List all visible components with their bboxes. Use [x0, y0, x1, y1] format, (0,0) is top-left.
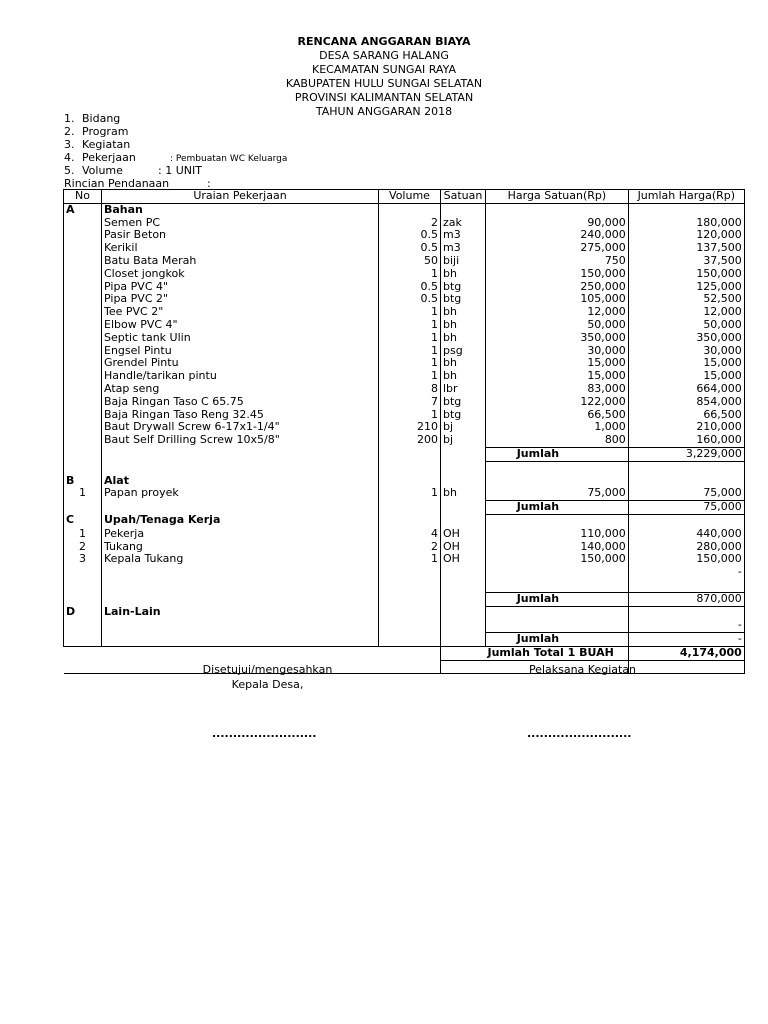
item-uraian: Tee PVC 2"	[102, 306, 379, 319]
subtotal-row	[64, 501, 745, 515]
total-value: 4,174,000	[628, 646, 744, 660]
header-line-district: KECAMATAN SUNGAI RAYA	[312, 63, 456, 76]
item-volume: 200	[379, 434, 441, 447]
item-uraian: Kerikil	[102, 242, 379, 255]
total-row	[64, 646, 745, 660]
item-uraian: Elbow PVC 4"	[102, 319, 379, 332]
item-harga: 800	[486, 434, 629, 447]
item-no	[64, 421, 102, 434]
col-header-harga: Harga Satuan(Rp)	[486, 190, 629, 204]
dash-row	[64, 619, 745, 632]
subtotal-label: Jumlah	[486, 501, 629, 515]
item-harga: 30,000	[486, 345, 629, 358]
table-row	[64, 541, 745, 554]
item-jumlah: 15,000	[628, 370, 744, 383]
table-row	[64, 255, 745, 268]
table-row	[64, 217, 745, 230]
item-volume: 0.5	[379, 229, 441, 242]
table-row	[64, 528, 745, 541]
item-jumlah: 150,000	[628, 553, 744, 566]
item-jumlah: 52,500	[628, 293, 744, 306]
item-harga: 105,000	[486, 293, 629, 306]
item-satuan: bh	[441, 487, 486, 500]
item-satuan: bh	[441, 306, 486, 319]
item-volume: 50	[379, 255, 441, 268]
table-row	[64, 396, 745, 409]
item-jumlah: 30,000	[628, 345, 744, 358]
col-header-jumlah: Jumlah Harga(Rp)	[628, 190, 744, 204]
item-harga: 1,000	[486, 421, 629, 434]
item-satuan: m3	[441, 229, 486, 242]
col-header-satuan: Satuan	[441, 190, 486, 204]
item-jumlah: 350,000	[628, 332, 744, 345]
budget-table	[63, 189, 745, 674]
item-harga: 12,000	[486, 306, 629, 319]
signature-right	[510, 662, 655, 677]
item-satuan: m3	[441, 242, 486, 255]
subtotal-row	[64, 592, 745, 606]
item-satuan: OH	[441, 541, 486, 554]
table-row	[64, 383, 745, 396]
item-no	[64, 268, 102, 281]
item-harga: 122,000	[486, 396, 629, 409]
col-header-uraian: Uraian Pekerjaan	[102, 190, 379, 204]
section-title: Lain-Lain	[102, 606, 379, 619]
item-jumlah: 137,500	[628, 242, 744, 255]
item-satuan: btg	[441, 396, 486, 409]
item-jumlah: 180,000	[628, 217, 744, 230]
table-row	[64, 229, 745, 242]
item-no	[64, 409, 102, 422]
item-volume: 8	[379, 383, 441, 396]
item-no: 1	[64, 528, 102, 541]
item-uraian: Atap seng	[102, 383, 379, 396]
item-satuan: lbr	[441, 383, 486, 396]
section-letter: D	[64, 606, 102, 619]
item-no	[64, 255, 102, 268]
item-harga: 50,000	[486, 319, 629, 332]
dash-row	[64, 566, 745, 579]
subtotal-value: 75,000	[628, 501, 744, 515]
item-harga: 150,000	[486, 553, 629, 566]
item-satuan: bj	[441, 434, 486, 447]
item-volume: 1	[379, 306, 441, 319]
item-no	[64, 242, 102, 255]
table-row	[64, 421, 745, 434]
item-satuan: btg	[441, 281, 486, 294]
item-harga: 150,000	[486, 268, 629, 281]
item-uraian: Kepala Tukang	[102, 553, 379, 566]
total-label-left	[441, 646, 486, 660]
info-volume: 5. Volume : 1 UNIT	[64, 164, 202, 177]
item-no	[64, 396, 102, 409]
subtotal-row	[64, 633, 745, 647]
item-volume: 0.5	[379, 242, 441, 255]
item-uraian: Engsel Pintu	[102, 345, 379, 358]
table-row	[64, 370, 745, 383]
item-volume: 1	[379, 357, 441, 370]
item-no	[64, 319, 102, 332]
item-volume: 7	[379, 396, 441, 409]
item-jumlah: 440,000	[628, 528, 744, 541]
item-no	[64, 345, 102, 358]
item-jumlah: 50,000	[628, 319, 744, 332]
item-volume: 210	[379, 421, 441, 434]
item-satuan: bh	[441, 268, 486, 281]
info-program: 2. Program	[64, 125, 129, 138]
signature-right-dots: .........................	[527, 727, 632, 740]
table-row	[64, 553, 745, 566]
signature-left	[185, 662, 350, 692]
table-row	[64, 242, 745, 255]
upah-dash: -	[628, 566, 744, 579]
item-harga: 110,000	[486, 528, 629, 541]
blank-row	[64, 579, 745, 592]
item-no	[64, 281, 102, 294]
item-no: 1	[64, 487, 102, 500]
item-satuan: biji	[441, 255, 486, 268]
item-uraian: Baja Ringan Taso Reng 32.45	[102, 409, 379, 422]
section-b-row	[64, 475, 745, 488]
item-satuan: btg	[441, 293, 486, 306]
item-jumlah: 75,000	[628, 487, 744, 500]
item-uraian: Baut Self Drilling Screw 10x5/8"	[102, 434, 379, 447]
item-harga: 15,000	[486, 370, 629, 383]
item-volume: 2	[379, 217, 441, 230]
subtotal-label: Jumlah	[486, 592, 629, 606]
item-jumlah: 120,000	[628, 229, 744, 242]
subtotal-label: Jumlah	[486, 447, 629, 461]
item-jumlah: 150,000	[628, 268, 744, 281]
signature-left-line2: Kepala Desa,	[231, 678, 304, 691]
item-jumlah: 160,000	[628, 434, 744, 447]
subtotal-value: -	[628, 633, 744, 647]
subtotal-row	[64, 447, 745, 461]
item-uraian: Handle/tarikan pintu	[102, 370, 379, 383]
section-c-row	[64, 514, 745, 527]
col-header-volume: Volume	[379, 190, 441, 204]
item-harga: 240,000	[486, 229, 629, 242]
item-harga: 66,500	[486, 409, 629, 422]
item-harga: 250,000	[486, 281, 629, 294]
item-harga: 140,000	[486, 541, 629, 554]
subtotal-value: 870,000	[628, 592, 744, 606]
item-volume: 4	[379, 528, 441, 541]
section-title: Alat	[102, 475, 379, 488]
item-uraian: Pipa PVC 2"	[102, 293, 379, 306]
item-uraian: Baja Ringan Taso C 65.75	[102, 396, 379, 409]
item-jumlah: 37,500	[628, 255, 744, 268]
item-no	[64, 357, 102, 370]
item-volume: 1	[379, 409, 441, 422]
item-jumlah: 66,500	[628, 409, 744, 422]
document-header	[0, 35, 768, 119]
item-uraian: Pipa PVC 4"	[102, 281, 379, 294]
header-line-year: TAHUN ANGGARAN 2018	[315, 105, 453, 118]
item-volume: 1	[379, 268, 441, 281]
item-volume: 1	[379, 370, 441, 383]
table-row	[64, 268, 745, 281]
section-letter: C	[64, 514, 102, 527]
item-harga: 275,000	[486, 242, 629, 255]
item-harga: 350,000	[486, 332, 629, 345]
section-letter: B	[64, 475, 102, 488]
info-rincian: Rincian Pendanaan :	[64, 177, 211, 190]
item-no	[64, 370, 102, 383]
info-bidang: 1. Bidang	[64, 112, 121, 125]
table-row	[64, 319, 745, 332]
item-no	[64, 293, 102, 306]
signature-left-line1: Disetujui/mengesahkan	[202, 663, 333, 676]
item-satuan: bh	[441, 319, 486, 332]
table-row	[64, 293, 745, 306]
header-line-regency: KABUPATEN HULU SUNGAI SELATAN	[285, 77, 483, 90]
project-info	[64, 112, 288, 190]
blank-row	[64, 461, 745, 474]
item-jumlah: 854,000	[628, 396, 744, 409]
info-pekerjaan: 4. Pekerjaan : Pembuatan WC Keluarga	[64, 151, 288, 164]
item-jumlah: 664,000	[628, 383, 744, 396]
header-line-province: PROVINSI KALIMANTAN SELATAN	[294, 91, 474, 104]
item-satuan: OH	[441, 553, 486, 566]
signature-right-line1: Pelaksana Kegiatan	[528, 663, 637, 676]
item-satuan: zak	[441, 217, 486, 230]
item-satuan: OH	[441, 528, 486, 541]
item-uraian: Pekerja	[102, 528, 379, 541]
item-no	[64, 383, 102, 396]
table-row	[64, 487, 745, 500]
item-satuan: btg	[441, 409, 486, 422]
total-label: Jumlah Total 1 BUAH	[486, 646, 629, 660]
item-uraian: Closet jongkok	[102, 268, 379, 281]
item-uraian: Pasir Beton	[102, 229, 379, 242]
section-a-row	[64, 203, 745, 216]
item-no: 2	[64, 541, 102, 554]
item-no	[64, 229, 102, 242]
table-row	[64, 281, 745, 294]
section-title: Upah/Tenaga Kerja	[102, 514, 379, 527]
item-uraian: Grendel Pintu	[102, 357, 379, 370]
item-volume: 2	[379, 541, 441, 554]
item-uraian: Baut Drywall Screw 6-17x1-1/4"	[102, 421, 379, 434]
item-uraian: Batu Bata Merah	[102, 255, 379, 268]
item-no	[64, 217, 102, 230]
lain-dash: -	[628, 619, 744, 632]
item-no	[64, 434, 102, 447]
item-satuan: psg	[441, 345, 486, 358]
item-uraian: Papan proyek	[102, 487, 379, 500]
item-satuan: bh	[441, 370, 486, 383]
item-jumlah: 280,000	[628, 541, 744, 554]
item-uraian: Semen PC	[102, 217, 379, 230]
table-header-row	[64, 190, 745, 204]
subtotal-label: Jumlah	[486, 633, 629, 647]
item-volume: 1	[379, 319, 441, 332]
item-jumlah: 15,000	[628, 357, 744, 370]
section-letter: A	[64, 203, 102, 216]
item-volume: 1	[379, 487, 441, 500]
item-satuan: bj	[441, 421, 486, 434]
item-harga: 75,000	[486, 487, 629, 500]
signature-left-dots: .........................	[212, 727, 317, 740]
table-row	[64, 357, 745, 370]
col-header-no: No	[64, 190, 102, 204]
item-volume: 1	[379, 553, 441, 566]
item-jumlah: 210,000	[628, 421, 744, 434]
document-title: RENCANA ANGGARAN BIAYA	[297, 35, 471, 48]
section-title: Bahan	[102, 203, 379, 216]
table-row	[64, 332, 745, 345]
table-row	[64, 306, 745, 319]
table-row	[64, 434, 745, 447]
item-no	[64, 306, 102, 319]
item-harga: 15,000	[486, 357, 629, 370]
info-kegiatan: 3. Kegiatan	[64, 138, 131, 151]
pekerjaan-value: : Pembuatan WC Keluarga	[170, 154, 288, 164]
header-line-village: DESA SARANG HALANG	[319, 49, 449, 62]
item-satuan: bh	[441, 332, 486, 345]
item-uraian: Septic tank Ulin	[102, 332, 379, 345]
item-uraian: Tukang	[102, 541, 379, 554]
volume-value: : 1 UNIT	[158, 164, 202, 177]
item-harga: 83,000	[486, 383, 629, 396]
section-d-row	[64, 606, 745, 619]
item-satuan: bh	[441, 357, 486, 370]
item-volume: 0.5	[379, 293, 441, 306]
item-harga: 750	[486, 255, 629, 268]
item-volume: 1	[379, 332, 441, 345]
item-volume: 1	[379, 345, 441, 358]
item-jumlah: 12,000	[628, 306, 744, 319]
item-jumlah: 125,000	[628, 281, 744, 294]
table-row	[64, 345, 745, 358]
item-no	[64, 332, 102, 345]
item-volume: 0.5	[379, 281, 441, 294]
item-no: 3	[64, 553, 102, 566]
subtotal-value: 3,229,000	[628, 447, 744, 461]
item-harga: 90,000	[486, 217, 629, 230]
table-row	[64, 409, 745, 422]
